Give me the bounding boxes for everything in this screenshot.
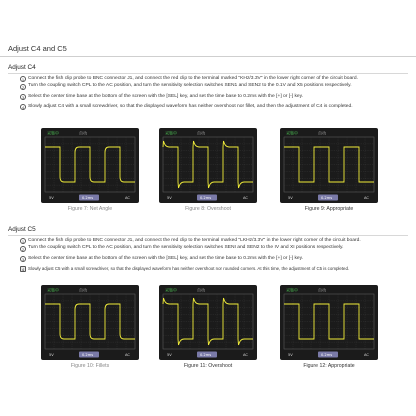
oscilloscope-display (280, 285, 378, 360)
hud-status-text: 采集中 (286, 287, 298, 293)
section-heading-c5: Adjust C5 (8, 226, 36, 233)
hud-volts-div: 5V (288, 196, 293, 200)
step-number: 3 (21, 256, 25, 262)
step-text: Connect the fish clip probe to BNC connector J1, and connect the red clip to the terminal marked "LKHz/3.3V" in the lower right corner of the circuit board. (28, 238, 361, 243)
step-text: Select the center time base at the bottom of the screen with the [SEL] key, and set the time base to 0.2ms with the [+] or [-] key. (28, 93, 304, 99)
step-item (20, 256, 408, 262)
hud-volts-div: 5V (49, 196, 54, 200)
figure-caption: Figure 11: Overshoot (183, 363, 233, 369)
hud-status-text: 采集中 (165, 130, 177, 136)
hud-volts-div: 5V (288, 353, 293, 357)
figure-caption: Figure 10: Fillets (70, 363, 110, 369)
step-number: 4 (21, 267, 25, 273)
waveform-trace (45, 304, 135, 339)
hud-status-text: 采集中 (47, 130, 59, 136)
scope-screen-fig10 (41, 285, 139, 360)
step-number: 4 (21, 105, 25, 111)
figure-caption: Figure 7: Net Angle (67, 206, 113, 212)
section-divider-c5 (8, 235, 408, 236)
hud-mode-text: 自动 (318, 130, 326, 136)
scope-screen-fig12 (280, 285, 378, 360)
hud-status-text: 采集中 (286, 130, 298, 136)
oscilloscope-display (280, 128, 378, 203)
page-title: Adjust C4 and C5 (8, 44, 67, 53)
step-text: Slowly adjust C4 with a small screwdriver, so that the displayed waveform has neither overshoot nor fillet, and then the adjustment of C4 is completed. (28, 103, 353, 109)
hud-timebase: 0.2ms (321, 196, 333, 200)
step-text: Slowly adjust C5 with a small screwdriver, so that the displayed waveform has neither overshoot nor rounded corners. At this time, the adjustment of C5 is completed. (28, 265, 350, 271)
hud-mode-text: 自动 (197, 287, 205, 293)
section-divider-c4 (8, 73, 408, 74)
figure-caption: Figure 8: Overshoot (185, 206, 231, 212)
hud-coupling: AC (364, 196, 369, 200)
waveform-trace (284, 304, 374, 339)
hud-volts-div: 5V (49, 353, 54, 357)
step-item (20, 94, 408, 100)
hud-coupling: AC (125, 353, 130, 357)
hud-timebase: 0.2ms (82, 196, 94, 200)
step-text: Turn the coupling switch CPL to the AC position, and turn the sensitivity selection switches SEN1 and SEN2 to the 0.1V and X5 positions respectively. (28, 83, 352, 89)
oscilloscope-display (159, 128, 257, 203)
hud-volts-div: 5V (167, 353, 172, 357)
oscilloscope-display (41, 128, 139, 203)
hud-mode-text: 自动 (318, 287, 326, 293)
hud-coupling: AC (364, 353, 369, 357)
waveform-trace (163, 298, 253, 345)
hud-mode-text: 自动 (79, 130, 87, 136)
hud-mode-text: 自动 (79, 287, 87, 293)
figure-caption: Figure 12: Appropriate (303, 363, 355, 369)
hud-timebase: 0.2ms (200, 196, 212, 200)
step-number: 1 (21, 77, 25, 83)
waveform-trace (45, 147, 135, 182)
steps-list-c5 (20, 238, 408, 272)
steps-list-c4 (20, 76, 408, 110)
step-item (20, 83, 408, 89)
oscilloscope-display (41, 285, 139, 360)
step-text: Connect the fish clip probe to BNC connector J1, and connect the red clip to the terminal marked "KHz/3.3V" in the lower right corner of the circuit board. (28, 76, 358, 81)
oscilloscope-display (159, 285, 257, 360)
scope-screen-fig9 (280, 128, 378, 203)
hud-coupling: AC (125, 196, 130, 200)
hud-volts-div: 5V (167, 196, 172, 200)
section-heading-c4: Adjust C4 (8, 64, 36, 71)
step-number: 1 (21, 239, 25, 245)
step-text: Select the center time base at the bottom of the screen with the [SEL] key, and set the time base to 0.2ms with the [+] or [-] key. (28, 255, 304, 261)
step-item (20, 104, 408, 110)
step-number: 2 (21, 84, 25, 90)
scope-screen-fig8 (159, 128, 257, 203)
step-item (20, 76, 408, 82)
hud-timebase: 0.2ms (82, 353, 94, 357)
step-item (20, 266, 408, 272)
step-number: 3 (21, 94, 25, 100)
step-item (20, 245, 408, 251)
step-number: 2 (21, 246, 25, 252)
hud-status-text: 采集中 (47, 287, 59, 293)
hud-timebase: 0.2ms (321, 353, 333, 357)
figure-caption: Figure 9: Appropriate (304, 206, 354, 212)
waveform-trace (163, 141, 253, 188)
hud-timebase: 0.2ms (200, 353, 212, 357)
scope-screen-fig11 (159, 285, 257, 360)
waveform-trace (284, 147, 374, 182)
hud-mode-text: 自动 (197, 130, 205, 136)
hud-coupling: AC (243, 196, 248, 200)
hud-status-text: 采集中 (165, 287, 177, 293)
scope-screen-fig7 (41, 128, 139, 203)
step-text: Turn the coupling switch CPL to the AC position, and turn the sensitivity selection switches SENI and SEN2 to the IV and XI positions respectively. (28, 245, 344, 251)
step-item (20, 238, 408, 244)
hud-coupling: AC (243, 353, 248, 357)
title-divider (0, 56, 416, 57)
